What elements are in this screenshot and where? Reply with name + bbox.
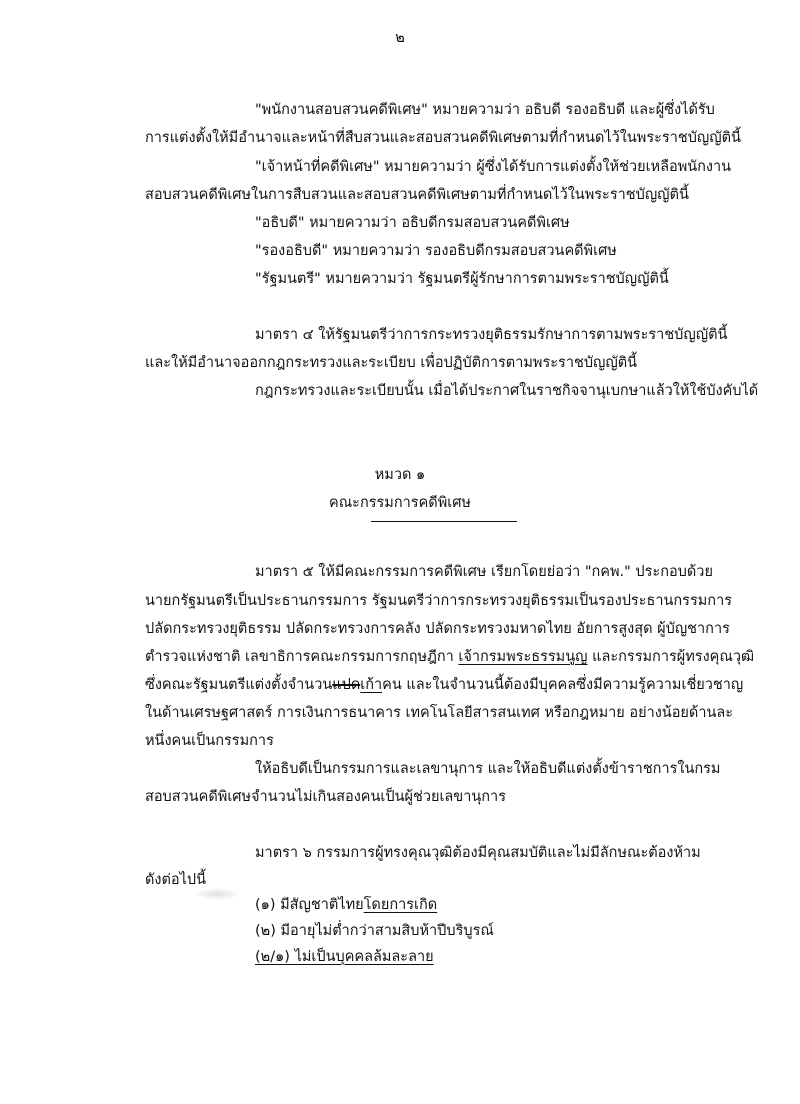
- struck-word-eight: แปด: [332, 677, 361, 693]
- section-4-line-2: และให้มีอำนาจออกกฎกระทรวงและระเบียบ เพื่อปฏิบัติการตามพระราชบัญญัตินี้: [145, 355, 638, 371]
- section-6-line-1: มาตรา ๖ กรรมการผู้ทรงคุณวุฒิต้องมีคุณสมบัติและไม่มีลักษณะต้องห้าม: [255, 845, 701, 861]
- section-6-item-2: (๒) มีอายุไม่ต่ำกว่าสามสิบห้าปีบริบูรณ์: [255, 923, 494, 939]
- definition-director-general: "อธิบดี" หมายความว่า อธิบดีกรมสอบสวนคดีพิเศษ: [255, 215, 570, 231]
- section-5-line-4: [145, 647, 754, 667]
- section-6-item-1: [255, 895, 437, 915]
- inserted-word-nine: เก้า: [360, 677, 383, 693]
- section-4-line-1: มาตรา ๔ ให้รัฐมนตรีว่าการกระทรวงยุติธรรมรักษาการตามพระราชบัญญัตินี้: [255, 327, 728, 343]
- section-5-line-3: ปลัดกระทรวงยุติธรรม ปลัดกระทรวงการคลัง ปลัดกระทรวงมหาดไทย อัยการสูงสุด ผู้บัญชาการ: [145, 621, 730, 637]
- chapter-number: หมวด ๑: [374, 467, 426, 483]
- page-number: ๒: [395, 30, 405, 46]
- section-6-line-2: ดังต่อไปนี้: [145, 872, 207, 888]
- scan-smudge: [194, 888, 240, 900]
- inserted-judge-advocate-general: เจ้ากรมพระธรรมนูญ: [458, 649, 588, 665]
- section-6-item-1-text: (๑) มีสัญชาติไทย: [255, 897, 364, 913]
- chapter-title: คณะกรรมการคดีพิเศษ: [329, 495, 471, 511]
- section-6-item-2-1: (๒/๑) ไม่เป็นบุคคลล้มละลาย: [255, 949, 434, 965]
- section-5-line-5-text-c: คน และในจำนวนนี้ต้องมีบุคคลซึ่งมีความรู้ความเชี่ยวชาญ: [382, 677, 744, 693]
- section-5-line-7: หนึ่งคนเป็นกรรมการ: [145, 733, 274, 749]
- definition-minister: "รัฐมนตรี" หมายความว่า รัฐมนตรีผู้รักษาการตามพระราชบัญญัตินี้: [255, 271, 669, 287]
- section-5-line-5: [145, 675, 743, 695]
- section-5-line-4-text-c: และกรรมการผู้ทรงคุณวุฒิ: [587, 649, 755, 665]
- section-5-line-2: นายกรัฐมนตรีเป็นประธานกรรมการ รัฐมนตรีว่าการกระทรวงยุติธรรมเป็นรองประธานกรรมการ: [145, 593, 733, 609]
- section-5-paragraph-2-line-1: ให้อธิบดีเป็นกรรมการและเลขานุการ และให้อธิบดีแต่งตั้งข้าราชการในกรม: [255, 761, 721, 777]
- section-5-line-6: ในด้านเศรษฐศาสตร์ การเงินการธนาคาร เทคโนโลยีสารสนเทศ หรือกฎหมาย อย่างน้อยด้านละ: [145, 705, 734, 721]
- section-5-line-4-text-a: ตำรวจแห่งชาติ เลขาธิการคณะกรรมการกฤษฎีกา: [145, 649, 459, 665]
- chapter-divider: [371, 521, 517, 522]
- definition-special-case-inquiry-official-line-1: "พนักงานสอบสวนคดีพิเศษ" หมายความว่า อธิบดี รองอธิบดี และผู้ซึ่งได้รับ: [255, 102, 715, 118]
- section-5-paragraph-2-line-2: สอบสวนคดีพิเศษจำนวนไม่เกินสองคนเป็นผู้ช่วยเลขานุการ: [145, 789, 506, 805]
- definition-special-case-officer-line-2: สอบสวนคดีพิเศษในการสืบสวนและสอบสวนคดีพิเศษตามที่กำหนดไว้ในพระราชบัญญัตินี้: [145, 187, 689, 203]
- definition-special-case-inquiry-official-line-2: การแต่งตั้งให้มีอำนาจและหน้าที่สืบสวนและสอบสวนคดีพิเศษตามที่กำหนดไว้ในพระราชบัญญัตินี้: [145, 130, 741, 146]
- inserted-by-birth: โดยการเกิด: [363, 897, 438, 913]
- definition-deputy-director-general: "รองอธิบดี" หมายความว่า รองอธิบดีกรมสอบสวนคดีพิเศษ: [255, 243, 617, 259]
- section-4-line-3: กฎกระทรวงและระเบียบนั้น เมื่อได้ประกาศในราชกิจจานุเบกษาแล้วให้ใช้บังคับได้: [255, 383, 759, 399]
- definition-special-case-officer-line-1: "เจ้าหน้าที่คดีพิเศษ" หมายความว่า ผู้ซึ่งได้รับการแต่งตั้งให้ช่วยเหลือพนักงาน: [255, 159, 732, 175]
- section-5-line-1: มาตรา ๕ ให้มีคณะกรรมการคดีพิเศษ เรียกโดยย่อว่า "กคพ." ประกอบด้วย: [255, 564, 713, 580]
- section-5-line-5-text-a: ซึ่งคณะรัฐมนตรีแต่งตั้งจำนวน: [145, 677, 333, 693]
